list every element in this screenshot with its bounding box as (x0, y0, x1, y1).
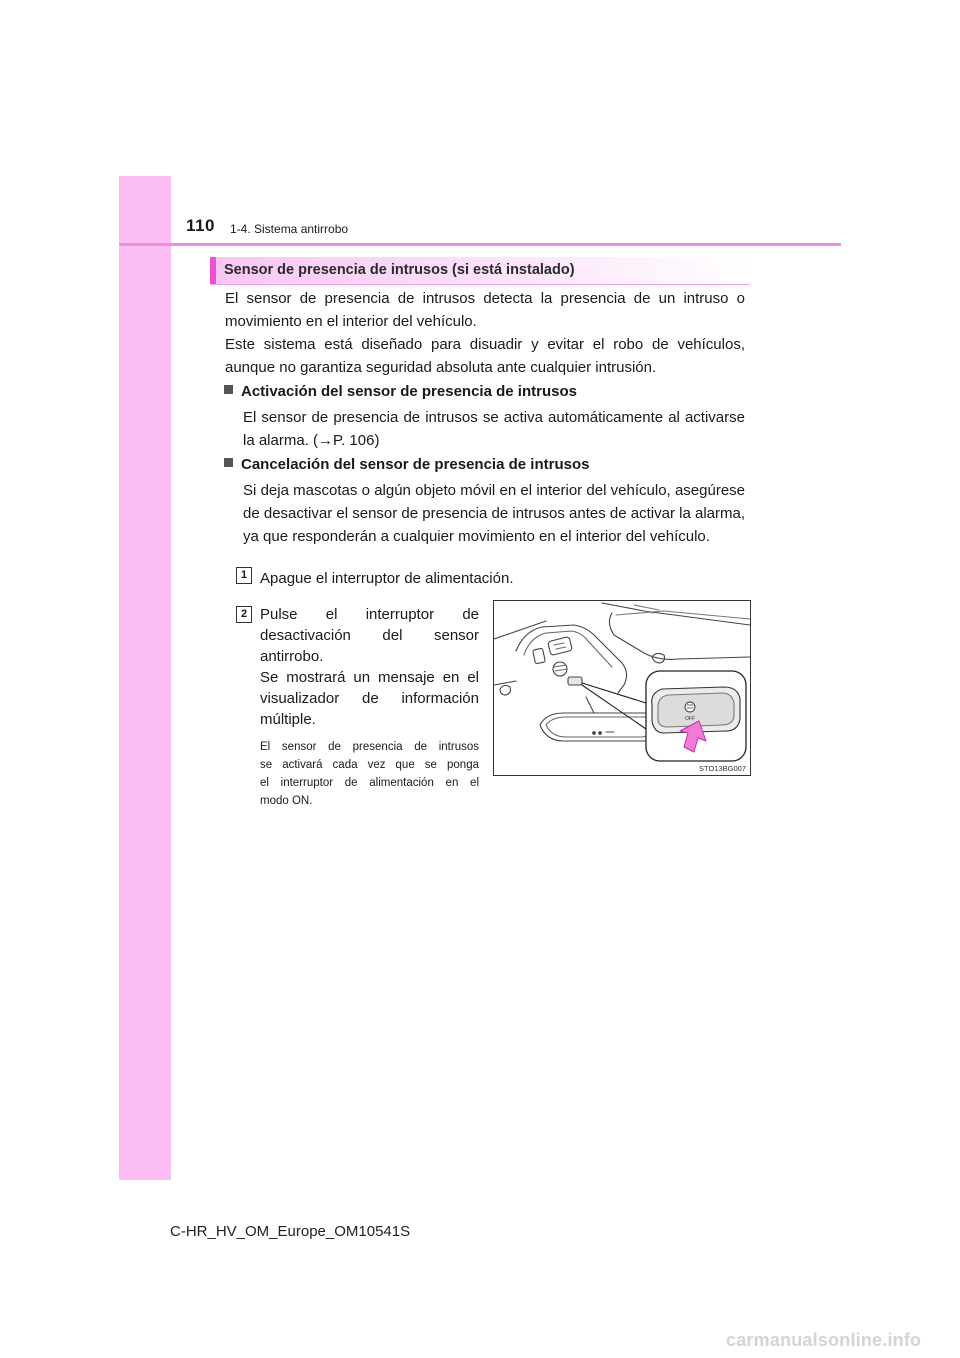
step-2-text (260, 604, 479, 730)
step-2-line: Pulse el interruptor de (260, 606, 479, 623)
document-code: C-HR_HV_OM_Europe_OM10541S (170, 1223, 411, 1240)
note-line: El sensor de presencia de intrusos (260, 741, 479, 753)
note-line: el interruptor de alimentación en el (260, 777, 479, 789)
intro-paragraph-2: Este sistema está diseñado para disuadir y evitar el robo de vehículos, aunque no garantiza seguridad absoluta ante cualquier intrusión. (225, 336, 745, 376)
overhead-console-illustration (494, 601, 750, 775)
cancellation-heading (224, 455, 589, 475)
side-tab-band (119, 176, 171, 1180)
section-title-bar (210, 257, 750, 285)
cancellation-body: Si deja mascotas o algún objeto móvil en el interior del vehículo, asegúrese de desactivar el sensor de presencia de intrusos antes de activar la alarma, ya que responderán a cualquier movimiento en el interior del vehículo. (243, 482, 745, 545)
activation-heading (224, 382, 577, 402)
activation-heading-text: Activación del sensor de presencia de intrusos (241, 383, 577, 400)
square-bullet-icon (224, 385, 233, 394)
cancellation-heading-text: Cancelación del sensor de presencia de intrusos (241, 456, 590, 473)
overhead-console-figure (493, 600, 751, 776)
step-2-note (260, 738, 479, 810)
square-bullet-icon (224, 458, 233, 467)
page-number: 110 (186, 216, 215, 235)
step-1-text: Apague el interruptor de alimentación. (260, 570, 514, 587)
activation-body: El sensor de presencia de intrusos se activa automáticamente al activarse la alarma. (→P. 106) (243, 409, 745, 449)
step-2-line: antirrobo. (260, 648, 324, 665)
svg-text:OFF: OFF (685, 716, 695, 722)
chapter-header: 1-4. Sistema antirrobo (230, 222, 349, 236)
note-line: modo ON. (260, 795, 313, 807)
step-2-line: múltiple. (260, 711, 316, 728)
step-1-badge: 1 (236, 567, 252, 584)
step-2-line: desactivación del sensor (260, 627, 479, 644)
step-2-line: Se mostrará un mensaje en el (260, 669, 479, 686)
intro-paragraph-1: El sensor de presencia de intrusos detecta la presencia de un intruso o movimiento en el interior del vehículo. (225, 290, 745, 330)
step-2-line: visualizador de información (260, 690, 479, 707)
note-line: se activará cada vez que se ponga (260, 759, 479, 771)
step-2-badge: 2 (236, 606, 252, 623)
figure-code: STO13BG007 (699, 764, 746, 773)
watermark: carmanualsonline.info (726, 1330, 922, 1350)
section-title: Sensor de presencia de intrusos (si está instalado) (224, 262, 575, 278)
header-rule (119, 243, 841, 246)
